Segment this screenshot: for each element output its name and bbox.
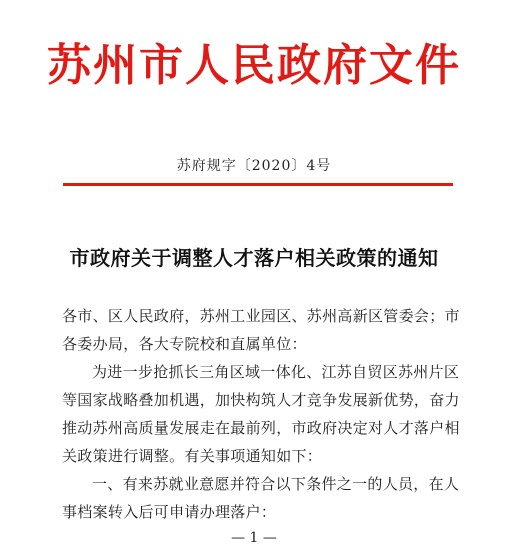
- page-number: — 1 —: [231, 530, 277, 546]
- red-divider-line: [63, 183, 453, 186]
- body-paragraph-1: 为进一步抢抓长三角区域一体化、江苏自贸区苏州片区等国家战略叠加机遇，加快构筑人才竞争发展新优势，奋力推动苏州高质量发展走在最前列，市政府决定对人才落户相关政策进行调整。有关事项通知如下：: [62, 363, 460, 465]
- notice-title: 市政府关于调整人才落户相关政策的通知: [69, 246, 439, 270]
- document-number: 苏府规字〔2020〕4号: [176, 158, 332, 174]
- issuer-banner: 苏州市人民政府文件: [47, 40, 461, 91]
- body-paragraph-2: 一、有来苏就业意愿并符合以下条件之一的人员，在人事档案转入后可申请办理落户：: [62, 475, 460, 521]
- salutation: 各市、区人民政府，苏州工业园区、苏州高新区管委会；市各委办局，各大专院校和直属单位：: [62, 307, 460, 353]
